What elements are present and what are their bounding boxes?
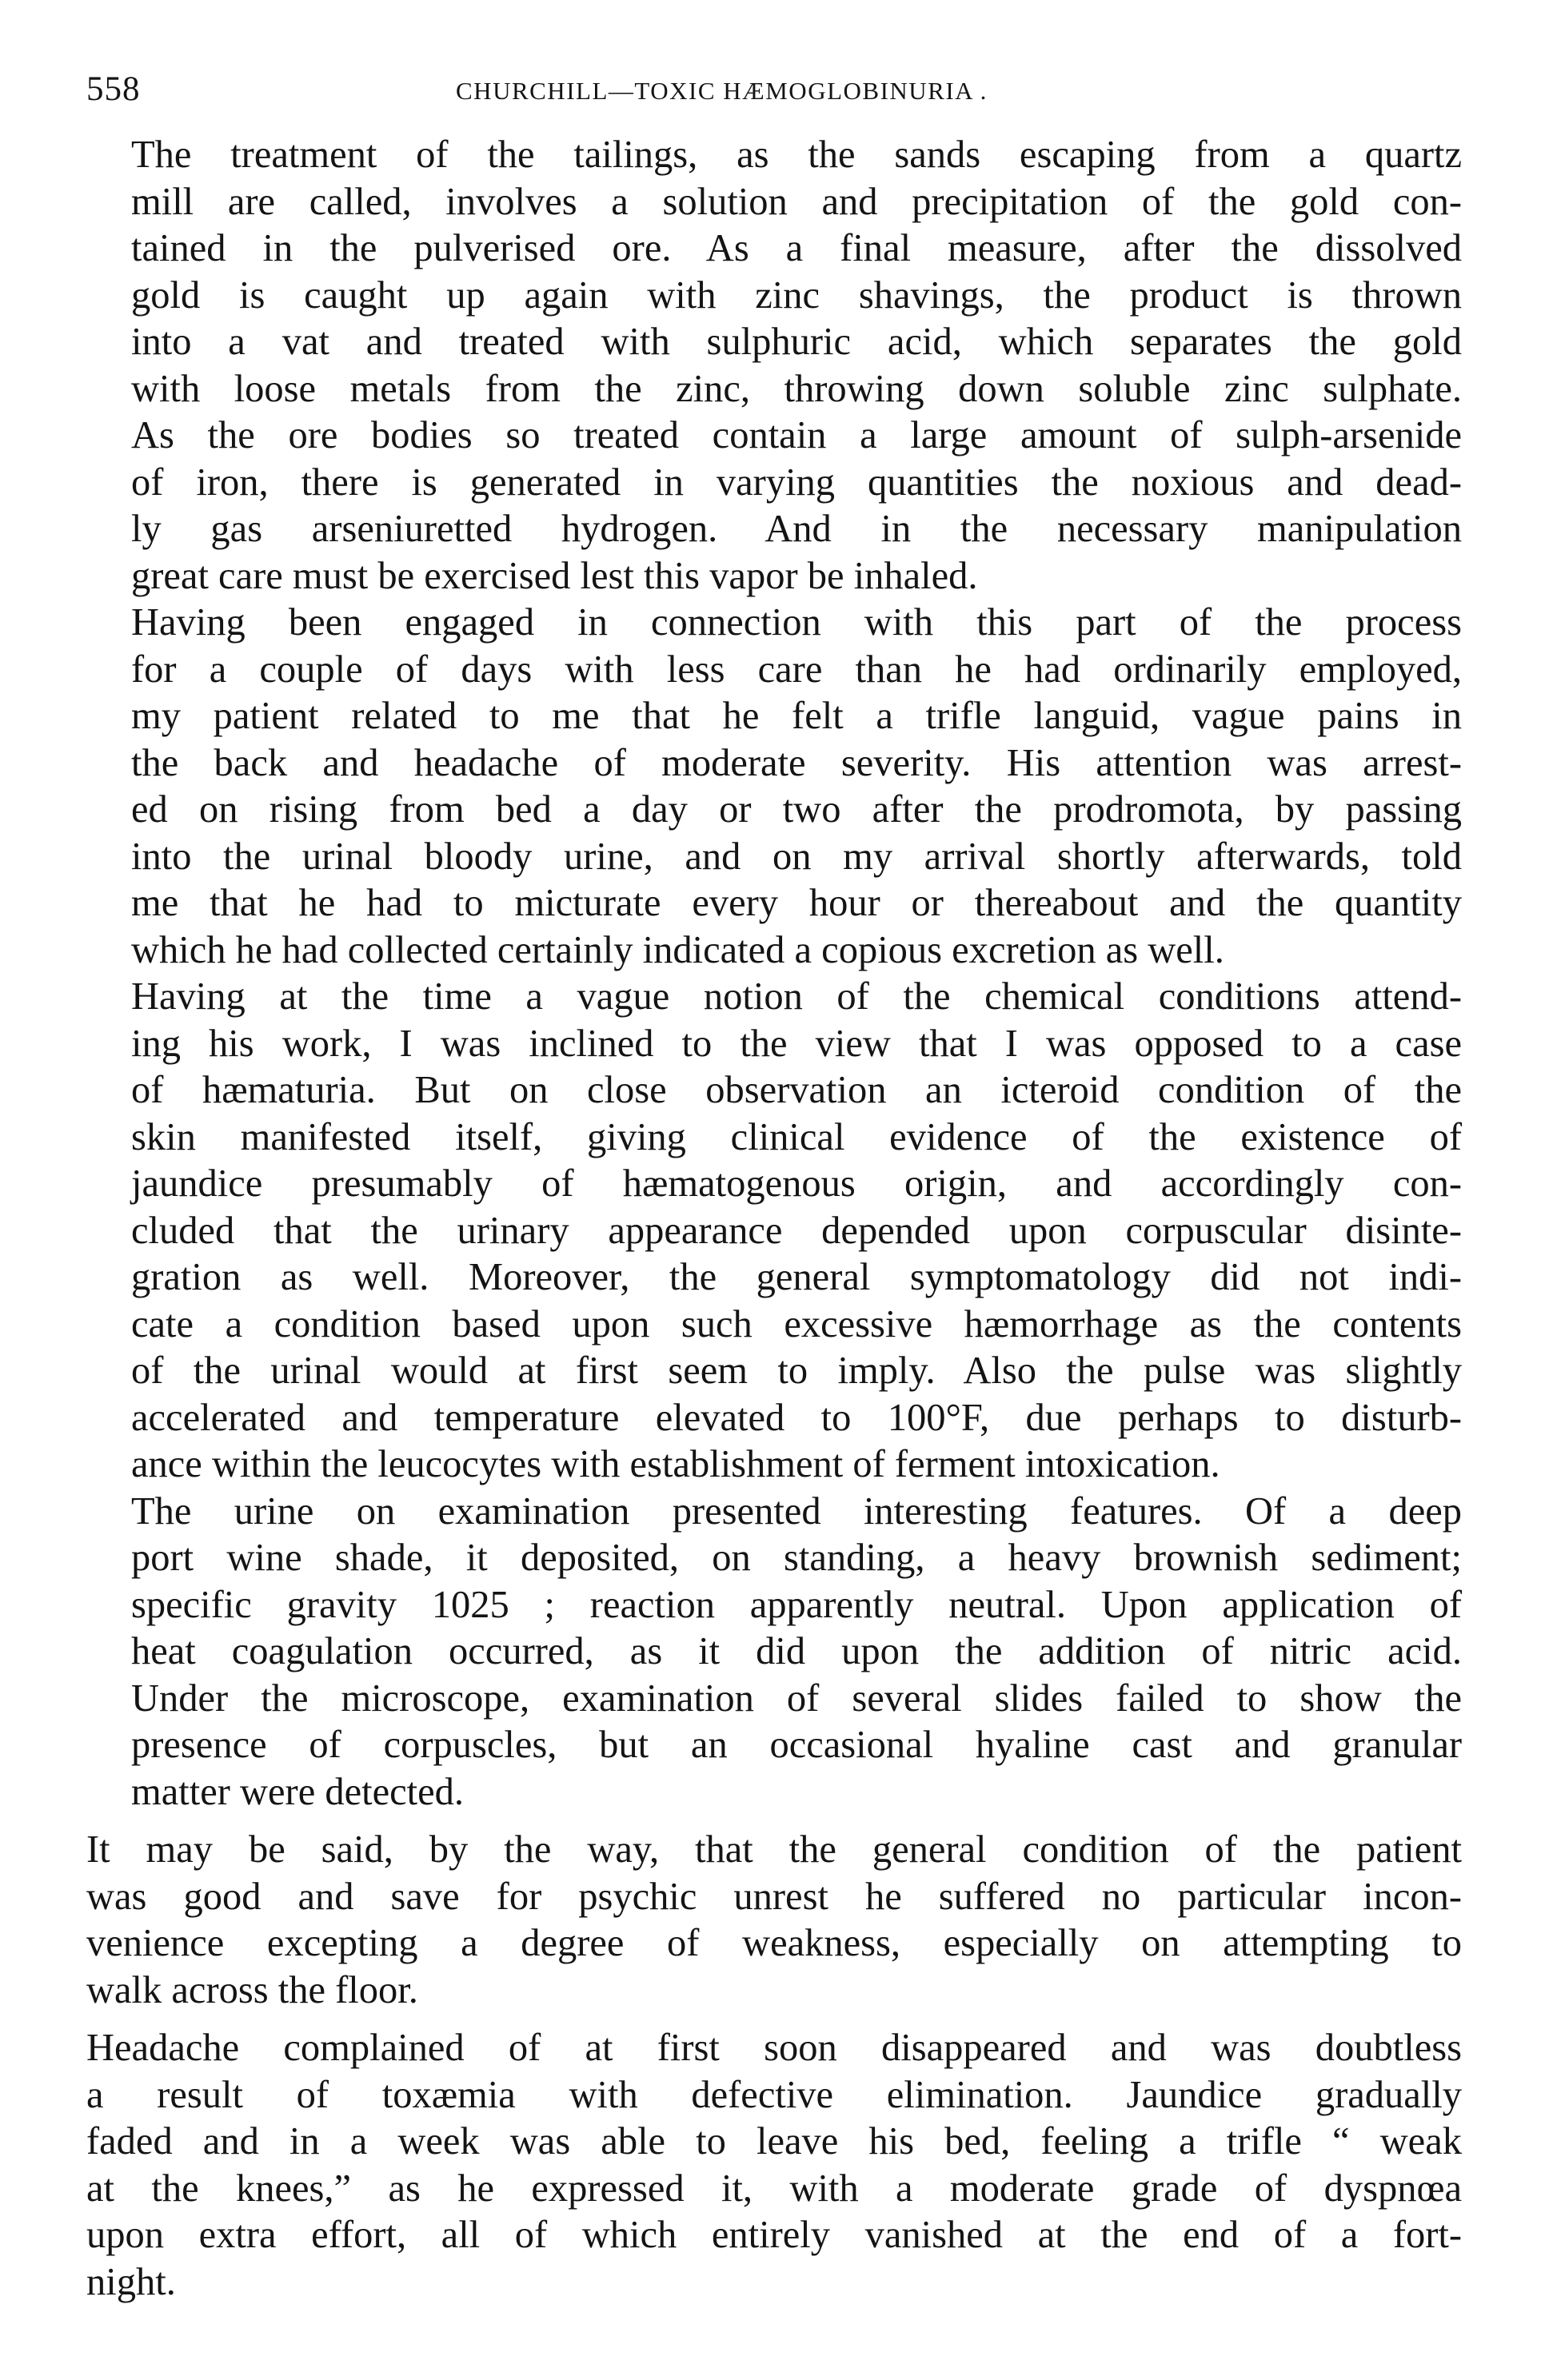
- paragraph-patient-history: [86, 600, 1462, 974]
- text-line: of the urinal would at first seem to imply. Also the pulse was slightly: [131, 1349, 1462, 1392]
- text-line: port wine shade, it deposited, on standing, a heavy brownish sediment;: [131, 1537, 1462, 1579]
- article-body: [86, 132, 1462, 2338]
- text-line: was good and save for psychic unrest he suffered no particular incon-: [86, 1875, 1462, 1918]
- text-line: night.: [86, 2260, 176, 2303]
- text-line: the back and headache of moderate severity. His attention was arrest-: [131, 741, 1462, 784]
- text-line: matter were detected.: [131, 1770, 465, 1813]
- text-line: Having at the time a vague notion of the chemical conditions attend-: [131, 975, 1462, 1018]
- paragraph-urine-examination: [86, 1489, 1462, 1816]
- text-line: ing his work, I was inclined to the view that I was opposed to a case: [131, 1022, 1462, 1065]
- text-line: cate a condition based upon such excessive hæmorrhage as the contents: [131, 1302, 1462, 1345]
- text-line: Headache complained of at first soon disappeared and was doubtless: [86, 2027, 1462, 2069]
- text-line: at the knees,” as he expressed it, with a moderate grade of dyspnœa: [86, 2167, 1462, 2210]
- text-line: The urine on examination presented interesting features. Of a deep: [131, 1489, 1462, 1533]
- text-line: jaundice presumably of hæmatogenous origin, and accordingly con-: [131, 1162, 1462, 1205]
- page-number: 558: [86, 70, 141, 108]
- paragraph-recovery: [86, 2025, 1462, 2306]
- text-line: The treatment of the tailings, as the sands escaping from a quartz: [131, 134, 1462, 176]
- text-line: venience excepting a degree of weakness, especially on attempting to: [86, 1922, 1462, 1964]
- text-line: heat coagulation occurred, as it did upon the addition of nitric acid.: [131, 1630, 1462, 1672]
- text-line: for a couple of days with less care than he had ordinarily employed,: [131, 648, 1462, 691]
- text-line: gold is caught up again with zinc shavings, the product is thrown: [131, 273, 1462, 317]
- text-line: upon extra effort, all of which entirely vanished at the end of a fort-: [86, 2214, 1462, 2256]
- text-line: into a vat and treated with sulphuric acid, which separates the gold: [131, 321, 1462, 363]
- text-line: my patient related to me that he felt a trifle languid, vague pains in: [131, 695, 1462, 737]
- running-title: CHURCHILL—TOXIC HÆMOGLOBINURIA .: [456, 77, 988, 105]
- text-line: Under the microscope, examination of several slides failed to show the: [131, 1676, 1462, 1720]
- text-line: specific gravity 1025 ; reaction apparently neutral. Upon application of: [131, 1583, 1462, 1626]
- text-line: of iron, there is generated in varying quantities the noxious and dead-: [131, 460, 1462, 504]
- text-line: cluded that the urinary appearance depended upon corpuscular disinte-: [131, 1209, 1462, 1252]
- text-line: accelerated and temperature elevated to 100°F, due perhaps to disturb-: [131, 1396, 1462, 1439]
- text-line: skin manifested itself, giving clinical evidence of the existence of: [131, 1115, 1462, 1158]
- text-line: me that he had to micturate every hour or thereabout and the quantity: [131, 882, 1462, 924]
- text-line: presence of corpuscles, but an occasional hyaline cast and granular: [131, 1724, 1462, 1766]
- text-line: As the ore bodies so treated contain a large amount of sulph-arsenide: [131, 414, 1462, 456]
- text-line: Having been engaged in connection with this part of the process: [131, 601, 1462, 644]
- paragraph-treatment-of-tailings: [86, 132, 1462, 600]
- text-line: tained in the pulverised ore. As a final measure, after the dissolved: [131, 227, 1462, 269]
- text-line: walk across the floor.: [86, 1968, 418, 2011]
- paragraph-diagnosis: [86, 974, 1462, 1489]
- text-line: which he had collected certainly indicated a copious excretion as well.: [131, 928, 1224, 971]
- text-line: It may be said, by the way, that the general condition of the patient: [86, 1828, 1462, 1871]
- text-line: great care must be exercised lest this vapor be inhaled.: [131, 554, 978, 597]
- running-head: [86, 66, 1462, 114]
- text-line: mill are called, involves a solution and precipitation of the gold con-: [131, 180, 1462, 223]
- text-line: ance within the leucocytes with establishment of ferment intoxication.: [131, 1443, 1220, 1485]
- text-line: of hæmaturia. But on close observation an icteroid condition of the: [131, 1069, 1462, 1111]
- text-line: faded and in a week was able to leave his bed, feeling a trifle “ weak: [86, 2120, 1462, 2163]
- text-line: gration as well. Moreover, the general symptomatology did not indi-: [131, 1256, 1462, 1298]
- paragraph-general-condition: [86, 1827, 1462, 2014]
- text-line: ed on rising from bed a day or two after the prodromota, by passing: [131, 788, 1462, 831]
- text-line: a result of toxæmia with defective elimination. Jaundice gradually: [86, 2073, 1462, 2116]
- text-line: into the urinal bloody urine, and on my arrival shortly afterwards, told: [131, 835, 1462, 878]
- text-line: ly gas arseniuretted hydrogen. And in the necessary manipulation: [131, 508, 1462, 550]
- text-line: with loose metals from the zinc, throwing down soluble zinc sulphate.: [131, 367, 1462, 410]
